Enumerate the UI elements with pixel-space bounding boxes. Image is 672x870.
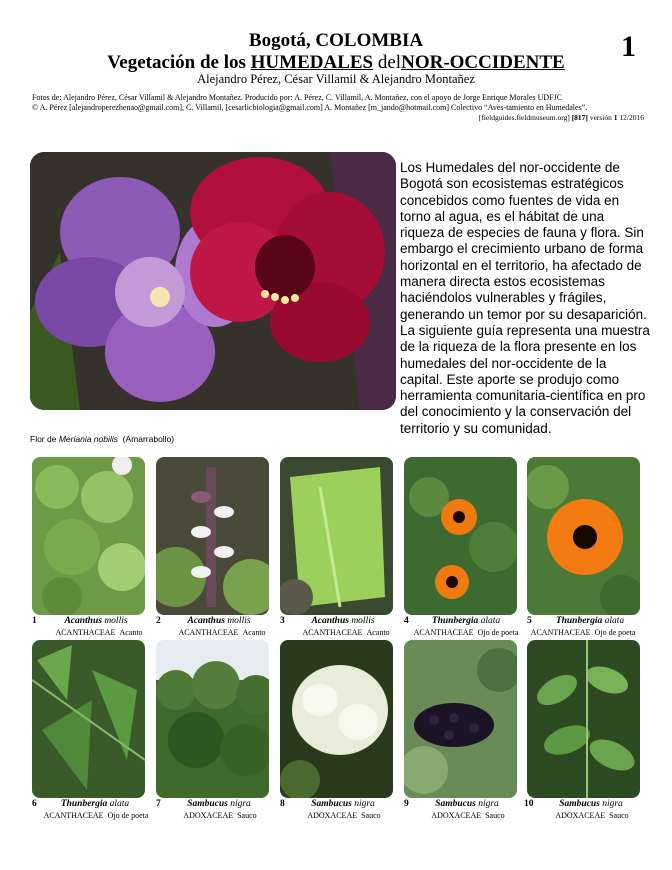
photo-sambucus-berries xyxy=(404,640,517,798)
species-family: ACANTHACEAE Acanto xyxy=(55,628,143,637)
page-number: 1 xyxy=(621,30,636,63)
photo-acanthus-leaf-closeup xyxy=(280,457,393,615)
photo-sambucus-shrub xyxy=(156,640,269,798)
version-info xyxy=(479,113,644,122)
version-label: versión xyxy=(589,113,612,122)
species-name: Acanthus mollis xyxy=(311,616,375,626)
species-name: Sambucus nigra xyxy=(435,799,499,809)
species-number: 10 xyxy=(524,799,534,809)
page-header xyxy=(0,30,672,74)
guide-title xyxy=(0,52,672,74)
species-number: 8 xyxy=(280,799,285,809)
photo-sambucus-flowers xyxy=(280,640,393,798)
species-family: ADOXACEAE Sauco xyxy=(431,811,505,820)
species-number: 5 xyxy=(527,616,532,626)
species-number: 1 xyxy=(32,616,37,626)
species-name: Sambucus nigra xyxy=(559,799,623,809)
location-title: Bogotá, COLOMBIA xyxy=(248,30,424,51)
caption-species: Meriania nobilis xyxy=(58,434,118,444)
photo-sambucus-leaves xyxy=(527,640,640,798)
title-highlight: HUMEDALES xyxy=(250,52,374,73)
photo-acanthus-leaves-1 xyxy=(32,457,145,615)
version-number: 1 xyxy=(613,113,618,122)
species-family: ACANTHACEAE Ojo de poeta xyxy=(413,628,519,637)
species-name: Thunbergia alata xyxy=(555,616,625,626)
species-name: Sambucus nigra xyxy=(311,799,375,809)
credits xyxy=(32,93,652,113)
species-family: ACANTHACEAE Acanto xyxy=(302,628,390,637)
photo-acanthus-spike xyxy=(156,457,269,615)
intro-paragraph: Los Humedales del nor-occidente de Bogotá son ecosistemas estratégicos concebidos como fuentes de vida en torno al agua, es el hábitat de una riqueza de especies de fauna y flora. Sin embargo el crecimiento urbano de forma horizontal en el territorio, ha afectado de manera directa estos ecosistemas haciéndolos vulnerables y frágiles, generando un temor por su desaparición. La siguiente guía representa una muestra de la riqueza de la flora presente en los humedales del nor-occidente de la capital. Este aporte se produjo como herramienta comunitaria-científica en pro del conocimiento y la conservación del territorio y su comunidad. xyxy=(400,160,650,436)
caption-prefix: Flor de xyxy=(30,434,57,444)
credits-line-1: Fotos de: Alejandro Pérez, César Villamil & Alejandro Montañez. Producido por: A. Pérez, C. Villamil, A. Montañez, con el apoyo de Jorge Enrique Morales UDFJC xyxy=(32,93,563,102)
caption-common: (Amarrabollo) xyxy=(122,434,175,444)
version-site: [fieldguides.fieldmuseum.org] xyxy=(478,113,570,122)
species-family: ACANTHACEAE Ojo de poeta xyxy=(43,811,149,820)
species-name: Thunbergia alata xyxy=(60,799,130,809)
species-family: ADOXACEAE Sauco xyxy=(183,811,257,820)
species-number: 6 xyxy=(32,799,37,809)
photo-thunbergia-closeup xyxy=(527,457,640,615)
species-family: ACANTHACEAE Ojo de poeta xyxy=(530,628,636,637)
title-mid: del xyxy=(377,52,402,73)
species-family: ADOXACEAE Sauco xyxy=(307,811,381,820)
species-name: Sambucus nigra xyxy=(187,799,251,809)
species-name: Acanthus mollis xyxy=(187,616,251,626)
species-number: 7 xyxy=(156,799,161,809)
species-name: Acanthus mollis xyxy=(64,616,128,626)
species-number: 3 xyxy=(280,616,285,626)
hero-photo xyxy=(30,152,396,410)
authors: Alejandro Pérez, César Villamil & Alejandro Montañez xyxy=(197,72,475,86)
version-code: [817] xyxy=(571,113,588,122)
photo-thunbergia-leaves xyxy=(32,640,145,798)
species-family: ADOXACEAE Sauco xyxy=(555,811,629,820)
credits-line-2: © A. Pérez [alejandroperezhenao@gmail.com], C. Villamil, [cesarlicbiologia@gmail.com] A. Montañez [m_jando@hotmail.com] Colectivo “Aves-tamiento en Humedales”. xyxy=(32,103,588,112)
title-suffix: NOR-OCCIDENTE xyxy=(401,52,565,73)
species-name: Thunbergia alata xyxy=(431,616,501,626)
title-prefix: Vegetación de los xyxy=(107,52,246,73)
species-number: 4 xyxy=(404,616,409,626)
species-number: 2 xyxy=(156,616,161,626)
hero-caption xyxy=(30,434,174,444)
species-number: 9 xyxy=(404,799,409,809)
photo-thunbergia-flowers xyxy=(404,457,517,615)
species-family: ACANTHACEAE Acanto xyxy=(178,628,266,637)
version-date: 12/2016 xyxy=(619,113,644,122)
